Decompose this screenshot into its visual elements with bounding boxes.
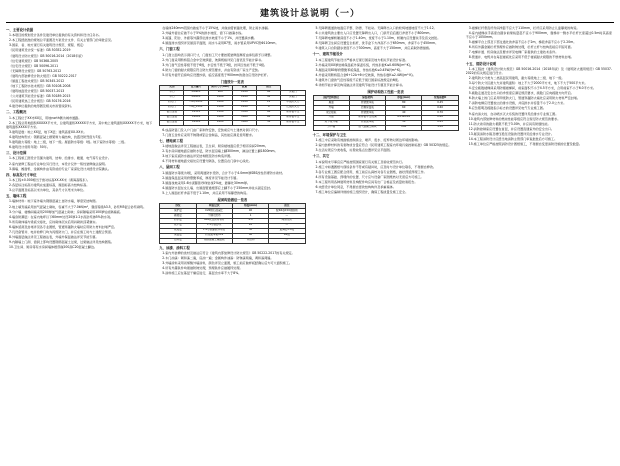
table-cell: 1800 — [208, 115, 232, 120]
body-paragraph: 6.墙体留洞及封堵详见各专业图纸，管道穿越防火墙时应用防火材料封堵严密。 — [9, 224, 118, 229]
table-cell: 1000 — [208, 100, 232, 105]
table-cell: 铝合金窗 — [160, 115, 184, 120]
body-paragraph: 4.外窗采用断桥铝合金6+12A+6中空玻璃，传热系数K≤2.4W/(m²·K)。 — [315, 72, 416, 77]
col2-bottom-body — [159, 246, 305, 276]
table-header-cell: 备注 — [269, 204, 305, 209]
body-paragraph: 3.国家、省、地方现行有关建筑设计规范、规程、规定： — [9, 43, 87, 48]
table-header-cell: 传热系数K — [422, 96, 458, 101]
col1-body — [6, 28, 152, 249]
body-paragraph: 4.墙身防潮层：在室内地坪以下60mm处设20厚1:2水泥砂浆掺5%防水剂。 — [9, 214, 114, 219]
body-paragraph: 6.所有外露金属栏杆预埋件应做防锈处理，栏杆立杆与结构连接应牢固可靠。 — [468, 45, 574, 50]
body-paragraph: 3.幕墙、擦窗机、金属构件由有资质的专业厂家深化设计并经设计院确认。 — [9, 166, 111, 171]
section-heading: 五、墙体工程 — [6, 194, 27, 199]
body-paragraph: 8.无障碍卫生间应设置安全抓杆，洗手盆下方净高不小于650mm，净深不小于450mm。 — [315, 41, 439, 46]
door-window-table — [159, 85, 305, 126]
table-cell: 1:8水泥膨胀珍珠岩 — [196, 228, 232, 233]
table-cell: 1500 — [208, 110, 232, 115]
table-cell: 2400 — [208, 120, 232, 125]
table-cell: 结构层 — [160, 238, 196, 243]
body-paragraph: 7.门窗五金件应采用不锈钢或铝合金制品，其性能应满足使用要求。 — [162, 132, 255, 137]
table-cell: 干铺无纺布 — [196, 214, 232, 219]
body-paragraph: 3.生活垃圾应分类收集，垃圾收集点位置详见总平面图。 — [315, 148, 393, 153]
body-paragraph: 1.本工程按《建筑设计防火规范》GB 50016-2014（2018年版）及《建筑防火通用规范》GB 55037-2022的有关规定进行设计。 — [465, 66, 612, 75]
table-row — [160, 238, 305, 243]
table-cell: 防水层 — [160, 218, 196, 223]
section-heading: 十三、其它 — [312, 154, 330, 159]
table-cell: 4.0 — [232, 218, 268, 223]
body-paragraph: 7.消防电梯应设置独立的排水设施，井底排水井容量不小于2.0立方米。 — [468, 101, 567, 106]
table-cell: 30 — [232, 228, 268, 233]
table-cell: 1800 — [232, 120, 256, 125]
table-cell: 900 — [208, 90, 232, 95]
table-cell: 木门 — [160, 90, 184, 95]
column-4 — [466, 26, 614, 466]
body-paragraph: 3.总平面图及标高以米为单位，其余尺寸以毫米为单位。 — [9, 188, 87, 193]
body-paragraph: 5.建筑耐火等级：地上二级，地下一级。屋面防水等级：Ⅰ级。地下室防水等级：二级。 — [9, 140, 128, 145]
body-paragraph: 5.建筑外门窗的气密性等级不应低于现行国家标准规定的6级。 — [315, 77, 401, 82]
table-row — [160, 120, 305, 125]
body-paragraph: 2.室内装修材料的有害物质含量应符合《民用建筑工程室内环境污染控制标准》GB 50325的规定。 — [315, 143, 452, 148]
table-cell: 40 — [232, 209, 268, 214]
table-cell: C20细石混凝土 — [196, 209, 232, 214]
table-cell: M0921 — [184, 90, 208, 95]
table-cell: 外墙 — [313, 106, 349, 111]
page-title: 建筑设计总说明（一） — [6, 4, 614, 23]
body-paragraph: 6.详细节能计算及构造做法详见建筑节能设计专篇及节能计算书。 — [315, 83, 406, 88]
body-paragraph: 6.成品防盗门及入户门由厂家制作安装，安装前应与土建核对洞口尺寸。 — [162, 127, 262, 132]
table-cell: 钢筋混凝土屋面板 — [196, 238, 232, 243]
section-heading: 七、楼地面工程 — [159, 138, 183, 143]
body-paragraph: 6.建筑设计使用年限：50年。 — [9, 145, 50, 150]
body-paragraph: 在墙体240mm范围内做成不小于15%坡，并做油膏嵌缝处理，防止雨水渗漏。 — [162, 26, 271, 30]
body-paragraph: 2.屋面保温层采用挤塑聚苯板，厚度详见节能设计专篇。 — [162, 175, 240, 180]
body-paragraph: 8.外墙面层做法详见工程做法表，外墙外保温做法详见节能专篇。 — [9, 234, 99, 239]
body-paragraph: 1.本工程建筑节能设计严格执行现行国家及地方相关节能设计标准。 — [315, 57, 409, 62]
section-heading: 九、油漆、涂料工程 — [159, 245, 190, 250]
body-paragraph: 5.本工程所用各种建筑材料及构配件均应具有出厂合格证及质量检验报告。 — [315, 179, 418, 184]
section-heading: 八、屋面工程 — [159, 165, 180, 170]
body-paragraph: 1.施工中应采取有效措施控制扬尘、噪声、废水、废弃物对周边环境的影响。 — [315, 138, 421, 143]
table-cell: 甲级防火门 — [281, 100, 305, 105]
body-paragraph: 1.本工程±0.000相当于绝对标高XX.XX米（黄海高程系）。 — [9, 177, 91, 182]
body-paragraph: 2.外墙外窗台应做不小于5%的排水坡度，窗下口做滴水线。 — [162, 31, 245, 36]
table-cell: 找坡层 — [160, 228, 196, 233]
body-paragraph: 3.外墙涂料采用丙烯酸外墙涂料，颜色详见立面图，施工前应做样板经确认后方可大面积施工。 — [162, 261, 293, 266]
body-paragraph: 2.外门窗采用断桥铝合金中空玻璃窗，玻璃规格详见门窗表及节能计算书。 — [162, 57, 265, 62]
body-paragraph: 9.室内消火栓、自动喷水灭火系统的设置详见给排水专业施工图。 — [468, 111, 559, 116]
body-paragraph: 4.室内楼梯扶手高度自踏步前缘线量起不宜小于900mm，靠梯井一侧水平栏杆长度超过0.5m时其高度不应小于1050mm。 — [465, 31, 612, 40]
body-paragraph: 2.施工中如遇图纸与现场条件不符或有疑问时，应及时与设计单位联系，不得擅自修改。 — [315, 164, 437, 169]
table-cell: 乙级防火门 — [281, 105, 305, 110]
table-cell: 20 — [232, 223, 268, 228]
body-paragraph: 《地下工程防水技术规范》GB 50108-2008 — [9, 84, 71, 89]
body-paragraph: 《建筑地面设计规范》GB 50037-2013 — [9, 89, 65, 94]
body-paragraph: 1.本项目的规划设计条件及建设单位提供的有关资料和设计任务书。 — [9, 33, 102, 38]
body-paragraph: 2.各层标注标高为建筑完成面标高，屋面标高为结构标高。 — [9, 183, 90, 188]
table-cell: 0.70 — [422, 111, 458, 116]
table-cell: 0.60 — [422, 106, 458, 111]
body-paragraph: 4.所有设备基础、预埋件的位置、尺寸应与设备厂家图纸核对无误后方可施工。 — [315, 174, 424, 179]
body-paragraph: 4.屋面防水层在女儿墙、出屋面管道根部应上翻不小于250mm并收头固定密封。 — [162, 185, 274, 190]
body-paragraph: 9.内隔墙上门洞、窗洞上部均设置钢筋混凝土过梁，过梁做法详见结构图集。 — [9, 240, 115, 245]
body-paragraph: 5.上人屋面栏杆净高不低于1.10m，并应采用不易攀登的构造。 — [162, 190, 250, 195]
table-cell: 60 — [386, 106, 422, 111]
table-cell: 1500 — [232, 110, 256, 115]
body-paragraph: 2.地上填充墙采用加气混凝土砌块，容重不大于7.0kN/m³，强度等级A3.5，砂浆M5混合砂浆砌筑。 — [9, 204, 147, 209]
body-paragraph: 4.所有外露铁件均须做防锈处理，预埋铁件应做镀锌处理。 — [162, 266, 243, 271]
section-heading: 六、门窗工程 — [159, 47, 180, 52]
body-paragraph: 1.本工程位于XX市XX区，用地north侧为城市道路。 — [9, 115, 82, 120]
column-1 — [6, 26, 154, 466]
body-paragraph: 1.墙体材料：地下室外墙为钢筋混凝土自防水墙，厚度见结构图。 — [9, 199, 99, 204]
body-paragraph: 3.每个防火分区最大允许建筑面积：地上不大于2000平方米，地下不大于500平方米。 — [468, 81, 588, 86]
table-cell: 架空楼板 — [313, 111, 349, 116]
body-paragraph: 5.所有外窗开启扇均应设置纱扇，临空高度低于900mm的窗台应设防护栏杆。 — [162, 72, 270, 77]
body-paragraph: 3.外门窗气密性等级不低于6级，水密性不低于3级，抗风压性能不低于4级。 — [162, 62, 268, 67]
body-paragraph: 4.不同材料楼地面交接处应设置分隔条，位置宜在门扇中心线处。 — [162, 159, 252, 164]
table-cell: 36 — [257, 120, 281, 125]
table-cell: SBS改性沥青卷材 — [196, 218, 232, 223]
body-paragraph: 《建筑设计防火规范》GB 50016-2014（2018年版） — [9, 53, 85, 58]
body-paragraph: 《民用建筑设计统一标准》GB 50352-2019 — [9, 48, 71, 53]
table-cell: 断桥铝中空 — [281, 115, 305, 120]
table-header-cell: 设计编号 — [184, 85, 208, 90]
body-paragraph: 3.雨篷、阳台、外廊等外露部位排水坡度不小于1%，并设置滴水槽。 — [162, 36, 257, 41]
table-cell: 屋面 — [313, 101, 349, 106]
body-paragraph: 2.外墙采用XX厚岩棉保温板外保温系统，传热系数K≤0.60W/(m²·K)。 — [315, 62, 413, 67]
table-cell: 断桥铝中空玻璃 — [349, 115, 385, 120]
table-cell: 80 — [232, 233, 268, 238]
body-paragraph: 5.疏散走道及安全出口的净宽度应满足规范要求，疏散门应向疏散方向开启。 — [468, 91, 574, 96]
body-paragraph: 《住宅设计规范》GB 50096-2011 — [9, 63, 59, 68]
col4-body — [466, 26, 612, 146]
col3-top-body — [313, 26, 459, 87]
section-heading: 三、设计范围 — [6, 151, 27, 156]
body-paragraph: 3.分户墙、楼梯间墙采用200厚加气混凝土砌块；房间隔墙采用100厚轻质隔墙板。 — [9, 209, 123, 214]
table-cell: 岩棉保温板 — [349, 106, 385, 111]
table-cell: 分户墙 — [313, 125, 349, 130]
body-paragraph: 15.施工单位应严格按照消防设计图纸施工，不得擅自变更消防设施的位置及数量。 — [468, 141, 582, 146]
table-cell: 木门 — [160, 95, 184, 100]
body-paragraph: 6.防火墙上的门应采用甲级防火门，管道穿越防火墙处应采用防火材料严密封堵。 — [468, 96, 580, 101]
body-paragraph: 5.所有砌体墙与梁板交接处，应待砌体沉实后用斜砌砖顶紧塞实。 — [9, 219, 99, 224]
section-heading: 十二、环境保护与卫生 — [312, 132, 347, 137]
body-paragraph: 3.地下室底板防水做法详见结构图及防水构造详图。 — [162, 154, 234, 159]
table-header-cell: 部位 — [160, 204, 196, 209]
body-paragraph: 4.建筑结构形式：钢筋混凝土框架剪力墙结构，抗震设防烈度为7度。 — [9, 134, 104, 139]
table-header-cell: 类别 — [160, 85, 184, 90]
col2-top-body — [159, 26, 305, 77]
table-header-cell: 洞口尺寸(mm) — [208, 85, 232, 90]
table-header-cell: 厚度(mm) — [232, 204, 268, 209]
table-cell: 2100 — [232, 90, 256, 95]
table-cell: 1.50 — [422, 125, 458, 130]
door-window-table-title: 门窗统计一览表 — [220, 79, 244, 84]
table-cell: 断桥铝中空 — [281, 110, 305, 115]
table-header-cell: 构造层次 — [196, 204, 232, 209]
body-paragraph: 11.防火卷帘的耐火极限不低于3.00h，并应具有防烟性能。 — [468, 121, 551, 126]
table-cell: 1 — [232, 214, 268, 219]
table-header-cell: 厚度(mm) — [386, 96, 422, 101]
roof-construction-table — [159, 203, 305, 244]
body-paragraph: 《建筑内部装修设计防火规范》GB 50222-2017 — [9, 73, 77, 78]
table-cell: 200 — [386, 125, 422, 130]
section-heading: 四、标高及尺寸单位 — [6, 172, 37, 177]
section-heading: 十一、建筑节能设计 — [312, 52, 344, 57]
table-row — [313, 125, 458, 130]
body-paragraph: 3.屋面采用80厚挤塑聚苯板保温，传热系数K≤0.45W/(m²·K)。 — [315, 67, 404, 72]
body-paragraph: 《住宅建筑规范》GB 50368-2005 — [9, 58, 59, 63]
body-paragraph: 4.屋面排水组织详见屋顶平面图，雨水斗采用87型，雨水管采用UPVC管Φ110mm。 — [162, 41, 279, 46]
table-cell: — — [269, 214, 305, 219]
body-paragraph: 2.本工程总用地面积XXXXX平方米，总建筑面积XXXXX平方米，其中地上建筑面积XXXXX平方米，地下建筑面积XXXX平方米。 — [6, 120, 153, 129]
table-cell: 40 — [386, 111, 422, 116]
table-cell: 挤塑聚苯板 — [349, 111, 385, 116]
table-cell: 1800 — [232, 115, 256, 120]
table-cell: 2100 — [232, 95, 256, 100]
body-paragraph: 4.安全疏散楼梯间采用防烟楼梯间，前室面积不小于4.5平方米，合用前室不小于6.0平方米。 — [468, 86, 597, 91]
column-3 — [313, 26, 461, 466]
body-paragraph: 1.楼地面做法详见工程做法表，卫生间、厨房楼地面应低于相邻房间20mm。 — [162, 144, 268, 149]
body-paragraph: 8.管道井、电缆井在每层楼板处应采用不低于楼板耐火极限的不燃材料封堵。 — [468, 55, 574, 60]
table-cell: — — [269, 223, 305, 228]
body-paragraph: 3.屋面找坡采用1:8水泥膨胀珍珠岩找2%坡，最薄处30mm厚。 — [162, 180, 251, 185]
body-paragraph: 6.未经设计单位同意，不得擅自更改结构构件及承重墙体。 — [315, 185, 396, 190]
table-cell: 隔离层 — [160, 214, 196, 219]
table-cell: 夹板门 — [281, 90, 305, 95]
body-paragraph: 7.无障碍电梯轿厢深度不小于1.40m，宽度不小于1.10m，轿厢内应设置扶手及盲文按钮。 — [315, 36, 441, 41]
table-cell: 挤塑聚苯板XPS — [196, 233, 232, 238]
body-paragraph: 9.建筑入口台阶踏步宽度不小于300mm，高度不大于150mm，并应采取防滑措施。 — [315, 46, 433, 51]
thermal-performance-table-title: 围护结构热工性能一览表 — [367, 90, 404, 95]
body-paragraph: 5.无障碍通道的地面应平整、防滑、不松动。无障碍出入口的轮椅坡道坡度不大于1:12。 — [315, 26, 437, 30]
body-paragraph: 7.施工单位应编制详细的施工组织设计，确保工程质量及施工安全。 — [315, 190, 409, 195]
table-cell: 96 — [257, 110, 281, 115]
table-cell: 防火门 — [160, 105, 184, 110]
body-paragraph: 3.各专业施工图应配合使用，施工前应认真核对各专业图纸，做好预留预埋工作。 — [315, 169, 427, 174]
table-cell: 1000 — [208, 95, 232, 100]
table-cell: 1:3水泥砂浆 — [196, 223, 232, 228]
col2-mid-body — [159, 128, 305, 195]
body-paragraph: 2.本工程经批准的规划总平面图及方案设计文件、有关主管部门的审批意见。 — [9, 38, 115, 43]
section-heading: 一、主要设计依据 — [6, 28, 34, 32]
table-cell: 64 — [257, 115, 281, 120]
body-paragraph: 2.有水房间楼地面应做防水层，防水层沿墙上翻300mm，淋浴位置上翻1800mm。 — [162, 149, 278, 154]
table-cell: 铝合金窗 — [160, 120, 184, 125]
table-cell: 50 — [386, 120, 422, 125]
table-cell: 夹板门 — [281, 95, 305, 100]
body-paragraph: 2.建筑防火分类为二类高层民用建筑，耐火等级地上二级、地下一级。 — [468, 75, 565, 80]
table-cell: 8 — [257, 105, 281, 110]
body-paragraph: 7.电梯井道、机房做法及要求详见电梯厂家提供的土建技术条件。 — [468, 50, 559, 55]
table-cell: 保护层 — [160, 209, 196, 214]
table-header-cell: 保温材料 — [349, 96, 385, 101]
body-paragraph: 1.门窗立面均表示洞口尺寸，门窗加工尺寸要按照装修面厚度由承包商予以调整。 — [162, 52, 274, 57]
table-cell: — — [269, 238, 305, 243]
roof-construction-table-title: 屋面构造做法一览表 — [217, 198, 248, 203]
table-cell: C1818 — [184, 115, 208, 120]
body-paragraph: 《公共建筑节能设计标准》GB 50189-2015 — [9, 94, 71, 99]
body-paragraph: 3.建筑层数：地上XX层，地下X层；建筑高度XX.XX米。 — [9, 129, 87, 134]
table-header-cell: 围护结构部位 — [313, 96, 349, 101]
table-cell: 2100 — [232, 100, 256, 105]
section-heading: 二、工程概况 — [6, 110, 27, 115]
table-cell: 断桥铝中空 — [281, 120, 305, 125]
table-cell: 1500 — [208, 105, 232, 110]
table-cell: 2.40 — [422, 115, 458, 120]
body-paragraph: 《民用建筑热工设计规范》GB 50176-2016 — [9, 99, 71, 104]
body-paragraph: 2.木门油漆：调和漆二遍，底油一遍；金属构件油漆：防锈漆两遍，调和漆两遍。 — [162, 256, 274, 261]
body-paragraph: 12.消防控制室应设置在首层，并应设置直通室外的安全出口。 — [468, 126, 555, 131]
table-cell: 42 — [257, 95, 281, 100]
table-cell: 0.45 — [422, 101, 458, 106]
table-header-cell: 数量 — [232, 85, 256, 90]
body-paragraph: 4.防火门窗的耐火极限应符合防火规范要求，并由有资质厂家生产安装。 — [162, 67, 262, 72]
table-cell: 挤塑聚苯板 — [349, 120, 385, 125]
table-cell: 6+12A+6 — [386, 115, 422, 120]
table-cell: 2100 — [232, 105, 256, 110]
body-paragraph: 1.室内外装修的选材及做法应符合《建筑内部装修设计防火规范》GB 50222-2017的有关规定。 — [162, 251, 295, 256]
table-cell: FM甲1021 — [184, 100, 208, 105]
table-cell: C2418 — [184, 120, 208, 125]
body-paragraph: 1.本工程施工图设计范围为建筑、结构、给排水、暖通、电气等专业设计。 — [9, 156, 111, 161]
table-cell: 12 — [257, 100, 281, 105]
table-header-cell: 备注 — [257, 85, 281, 90]
body-paragraph: 3.楼梯栏杆垂直杆件间净距不应大于110mm，栏杆应采用防止儿童攀爬的构造。 — [468, 26, 580, 30]
table-cell: 保温层 — [160, 233, 196, 238]
body-paragraph: 13.屋顶消防水箱及增压稳压设备的设置详见给排水专业设计。 — [468, 131, 555, 136]
table-cell: 防火门 — [160, 100, 184, 105]
table-cell: 铝合金窗 — [160, 110, 184, 115]
body-paragraph: 《无障碍设计规范》GB 50763-2012 — [9, 68, 62, 73]
table-cell: 外窗 — [313, 115, 349, 120]
table-cell: M1021 — [184, 95, 208, 100]
body-paragraph: 5.楼梯平台上部及下部过道处的净高不应小于2m，梯段净高不应小于2.20m。 — [468, 40, 577, 45]
table-cell: 80 — [386, 101, 422, 106]
table-cell: 配Φ4@150钢筋网 — [269, 209, 305, 214]
body-paragraph: 6.公共建筑的主要出入口应设置无障碍出入口，门扇开启后通行净宽不小于800mm。 — [315, 31, 433, 36]
table-cell: B1级 — [269, 233, 305, 238]
table-cell: 加气混凝土砌块 — [349, 125, 385, 130]
table-cell: 86 — [257, 90, 281, 95]
body-paragraph: 7.凡设备管井、电井检修门均为丙级防火门，并应在施工时与土建配合预留。 — [9, 229, 115, 234]
body-paragraph: 8.应急照明及疏散指示标志的设置详见电气专业施工图。 — [468, 106, 546, 111]
body-paragraph: 2.室内装修工程由专业单位另行设计，本设计仅作一般性装修做法说明。 — [9, 161, 108, 166]
body-paragraph: 5.涂料施工应在基层干燥后进行，基层含水率不大于8%。 — [162, 271, 242, 276]
table-cell: 挤塑聚苯板 — [349, 101, 385, 106]
column-container — [6, 26, 614, 466]
body-paragraph: 14.本工程消防设计应经当地消防主管部门审查批准后方可施工。 — [468, 136, 558, 141]
body-paragraph: 10.卫生间、厨房等有水房间墙体根部做200高C20混凝土翻边。 — [9, 245, 98, 250]
table-cell: 找平层 — [160, 223, 196, 228]
table-cell: FM乙1521 — [184, 105, 208, 110]
table-cell: C1515 — [184, 110, 208, 115]
section-heading: 十五、消防设计说明 — [465, 61, 497, 66]
body-paragraph: 4.建设单位提供的地形图及相关市政管线资料。 — [9, 104, 74, 109]
thermal-performance-table — [313, 95, 459, 131]
table-cell: 两道设防 — [269, 218, 305, 223]
col3-bottom-body — [313, 133, 459, 194]
body-paragraph: 《屋面工程技术规范》GB 50345-2012 — [9, 78, 65, 83]
table-cell: 最薄处2%坡 — [269, 228, 305, 233]
table-cell: 详结构 — [232, 238, 268, 243]
table-cell: 0.65 — [422, 120, 458, 125]
column-2 — [159, 26, 307, 466]
table-cell: 地下室外墙 — [313, 120, 349, 125]
body-paragraph: 1.屋面防水等级为Ⅰ级，采用两道防水设防，合计不小于4.0mm厚SBS改性沥青防水卷材。 — [162, 170, 286, 175]
body-paragraph: 1.本说明未尽事宜应严格按照国家现行有关施工及验收规范执行。 — [315, 159, 406, 164]
body-paragraph: 10.建筑内部装修材料的燃烧性能等级应符合现行防火规范的要求。 — [468, 116, 561, 121]
